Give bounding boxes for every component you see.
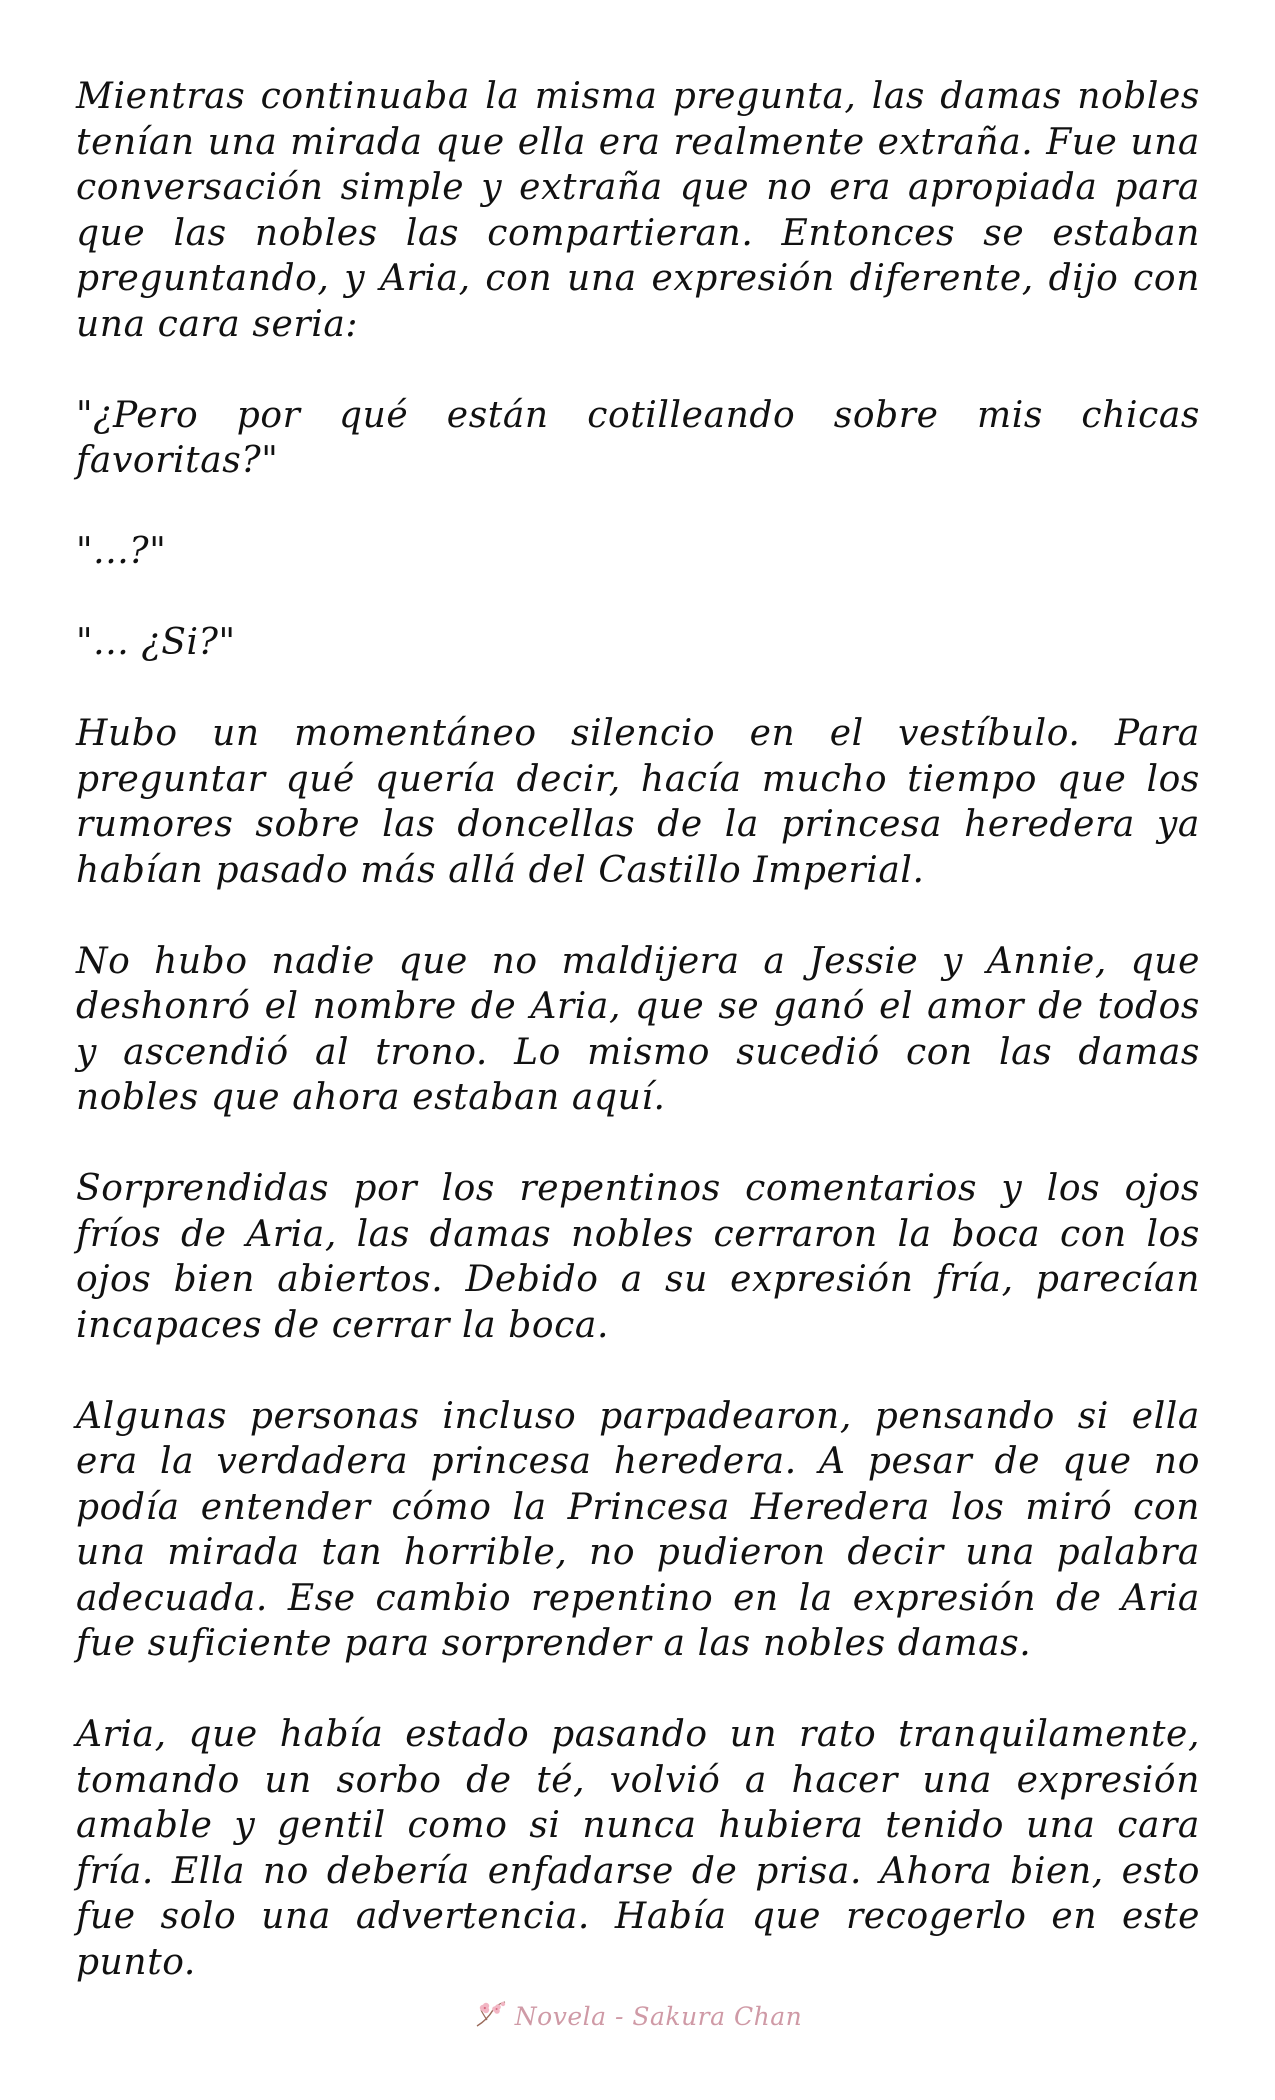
watermark-text: Novela - Sakura Chan [514,2001,803,2031]
document-body [76,74,1200,2031]
paragraph: Aria, que había estado pasando un rato tranquilamente, tomando un sorbo de té, volvió a hacer una expresión amable y gentil como si nunca hubiera tenido una cara fría. Ella no debería enfadarse de prisa. Ahora bien, esto fue solo una advertencia. Había que recogerlo en este punto. [76,1714,1200,1983]
paragraph: Mientras continuaba la misma pregunta, las damas nobles tenían una mirada que ella era realmente extraña. Fue una conversación simple y extraña que no era apropiada para que las nobles las compartieran. Entonces se estaban preguntando, y Aria, con una expresión diferente, dijo con una cara seria: [76,76,1200,345]
paragraph: Algunas personas incluso parpadearon, pensando si ella era la verdadera princesa heredera. A pesar de que no podía entender cómo la Princesa Heredera los miró con una mirada tan horrible, no pudieron decir una palabra adecuada. Ese cambio repentino en la expresión de Aria fue suficiente para sorprender a las nobles damas. [76,1395,1200,1664]
paragraph: "...?" [76,531,167,572]
paragraph: No hubo nadie que no maldijera a Jessie y Annie, que deshonró el nombre de Aria, que se ganó el amor de todos y ascendió al trono. Lo mismo sucedió con las damas nobles que ahora estaban aquí. [76,940,1200,1118]
paragraph: Sorprendidas por los repentinos comentarios y los ojos fríos de Aria, las damas nobles cerraron la boca con los ojos bien abiertos. Debido a su expresión fría, parecían incapaces de cerrar la boca. [76,1168,1200,1346]
paragraph: Hubo un momentáneo silencio en el vestíbulo. Para preguntar qué quería decir, hacía mucho tiempo que los rumores sobre las doncellas de la princesa heredera ya habían pasado más allá del Castillo Imperial. [76,713,1200,891]
watermark [0,1996,1275,2036]
cherry-blossom-icon [473,1998,509,2034]
paragraph: "¿Pero por qué están cotilleando sobre mis chicas favoritas?" [76,394,1200,481]
paragraph: "... ¿Si?" [76,622,236,663]
